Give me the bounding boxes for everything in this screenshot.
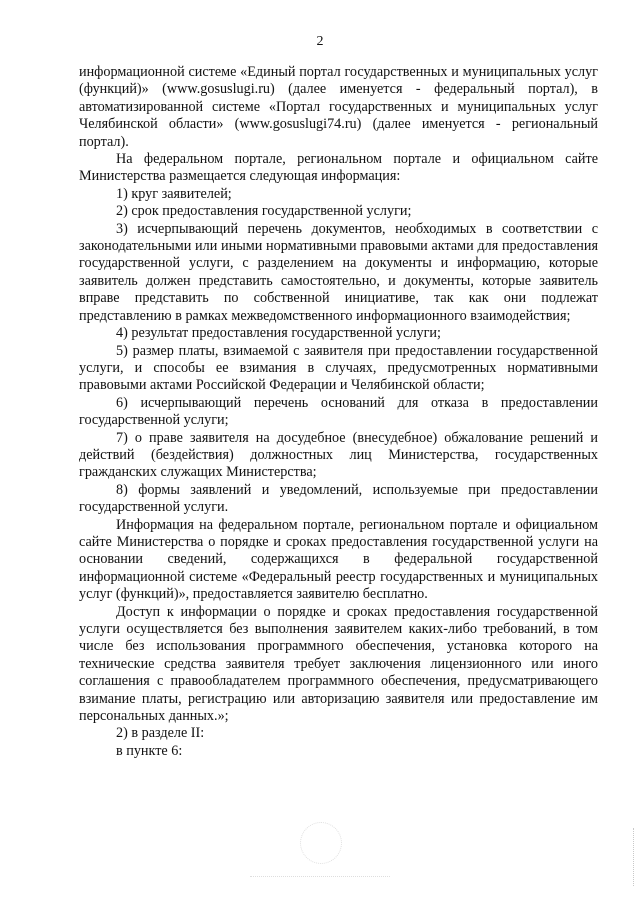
paragraph-access: Доступ к информации о порядке и сроках предоставления государственной услуги осуществляется без выполнения заявителем каких-либо требований, в том числе без использования программного обеспечения, установка которого на технические средства заявителя требует заключения лицензионного или иного соглашения с правообладателем программного обеспечения, предусматривающего взимание платы, регистрацию или авторизацию заявителя или предоставление им персональных данных.»; [79,603,598,725]
paragraph-portal-continuation: информационной системе «Единый портал государственных и муниципальных услуг (функций)» (www.gosuslugi.ru) (далее именуется - федеральный портал), в автоматизированной системе «Портал государственных и муниципальных услуг Челябинской области» (www.gosuslugi74.ru) (далее именуется - региональный портал). [79,64,598,150]
list-item-4: 4) результат предоставления государственной услуги; [116,325,441,342]
document-body [79,64,598,760]
list-item-6: 6) исчерпывающий перечень оснований для отказа в предоставлении государственной услуги; [79,394,598,429]
list-item-5: 5) размер платы, взимаемой с заявителя при предоставлении государственной услуги, и способы ее взимания в случаях, предусмотренных нормативными правовыми актами Российской Федерации и Челябинской области; [79,342,598,394]
page-number: 2 [316,34,324,49]
paragraph-point-6: в пункте 6: [116,742,183,759]
edge-scan-mark [633,828,634,886]
list-item-3: 3) исчерпывающий перечень документов, необходимых в соответствии с законодательными или иными нормативными правовыми актами для предоставления государственной услуги, с разделением на документы и информацию, которые заявитель должен представить самостоятельно, и документы, которые заявитель вправе представить по собственной инициативе, так как они подлежат представлению в рамках межведомственного информационного взаимодействия; [79,220,598,324]
list-item-8: 8) формы заявлений и уведомлений, используемые при предоставлении государственной услуги. [79,481,598,516]
list-item-1: 1) круг заявителей; [116,185,232,202]
paragraph-section-2: 2) в разделе II: [116,725,205,742]
list-item-2: 2) срок предоставления государственной услуги; [116,203,412,220]
paragraph-info-free: Информация на федеральном портале, региональном портале и официальном сайте Министерства о порядке и сроках предоставления государственной услуги на основании сведений, содержащихся в федеральной государственной информационной системе «Федеральный реестр государственных и муниципальных услуг (функций)», предоставляется заявителю бесплатно. [79,516,598,603]
faint-scan-mark [250,876,390,877]
list-item-7: 7) о праве заявителя на досудебное (внесудебное) обжалование решений и действий (бездействия) должностных лиц Министерства, государственных гражданских служащих Министерства; [79,429,598,481]
faint-seal-mark [300,822,342,864]
paragraph-info-intro: На федеральном портале, региональном портале и официальном сайте Министерства размещается следующая информация: [79,151,598,185]
